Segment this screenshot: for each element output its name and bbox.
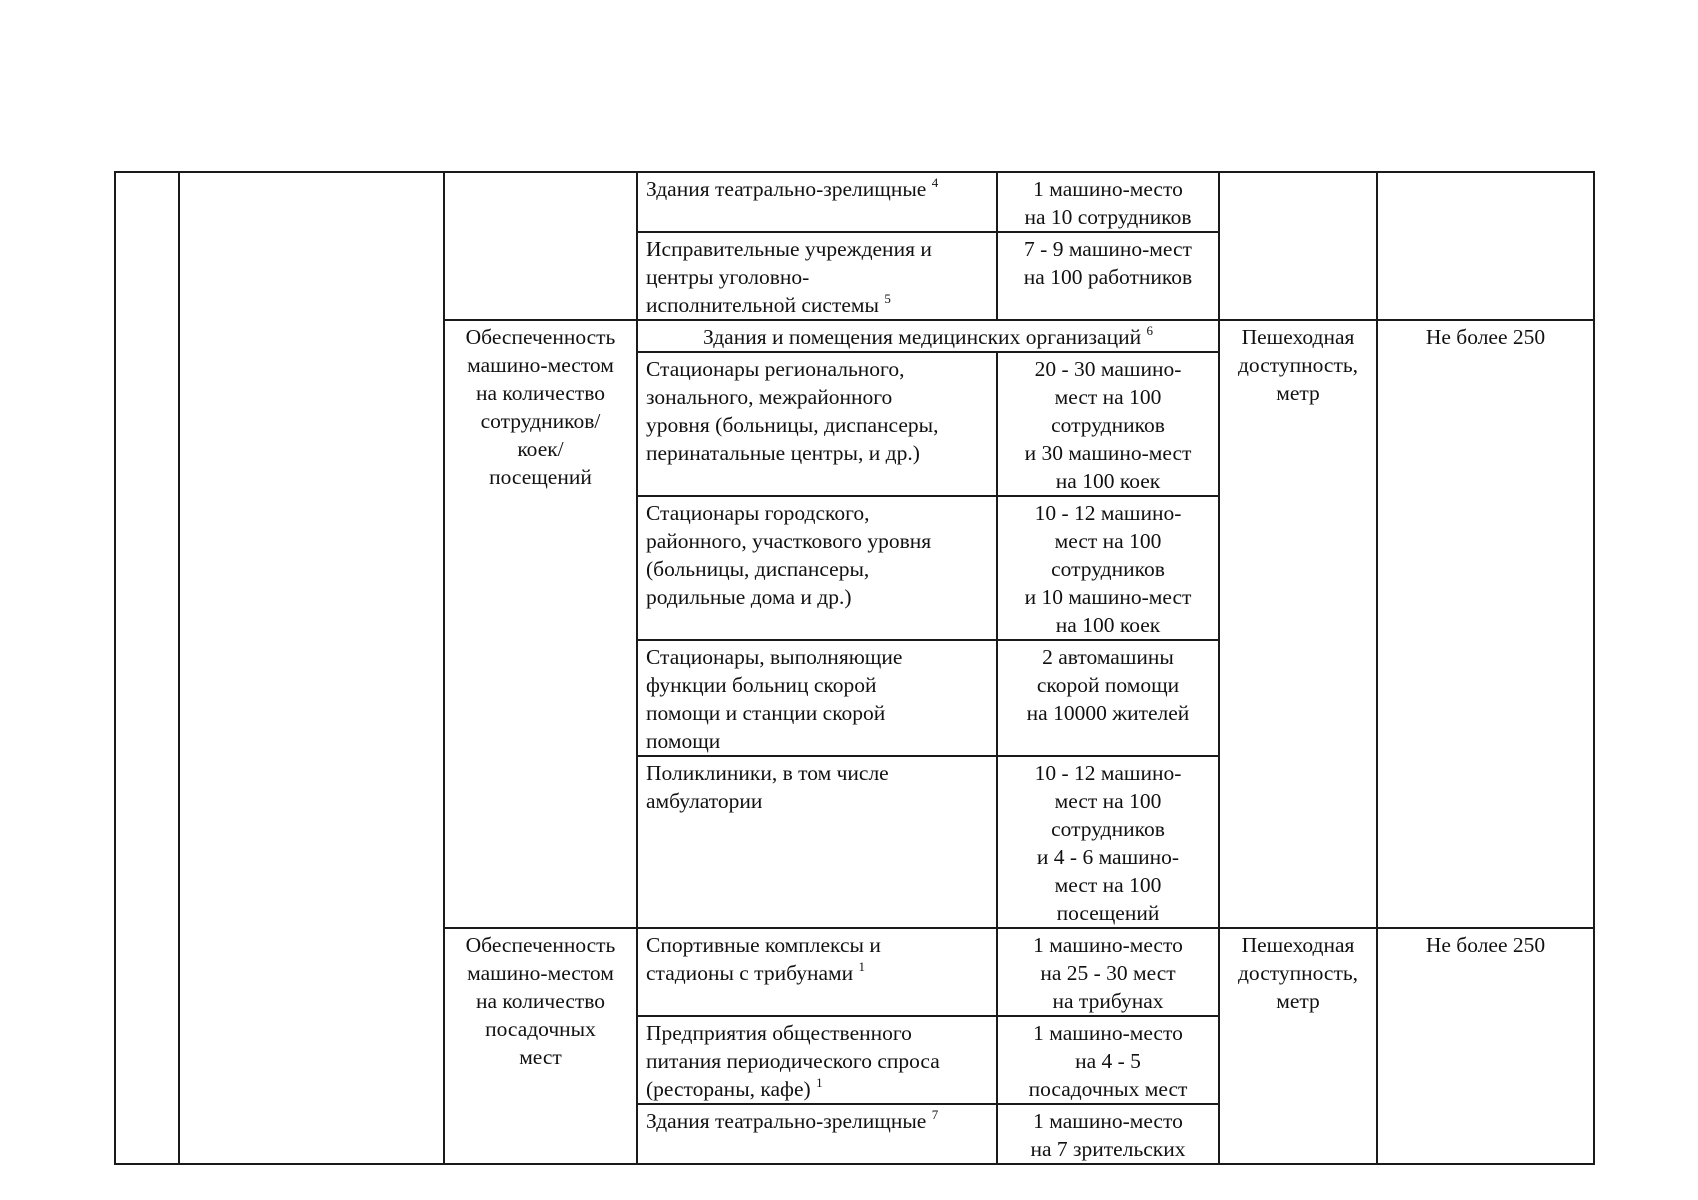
norm-cell: 2 автомашины скорой помощи на 10000 жителей — [997, 640, 1219, 756]
indicator-cell — [444, 172, 637, 320]
table-row — [115, 172, 1594, 232]
indicator-cell: Обеспеченность машино-местом на количество сотрудников/ коек/ посещений — [444, 320, 637, 928]
access-type-cell — [1219, 172, 1377, 320]
number-cell — [115, 172, 179, 1164]
access-type-cell: Пешеходная доступность, метр — [1219, 928, 1377, 1164]
building-type-cell: Стационары городского, районного, участкового уровня (больницы, диспансеры, родильные дома и др.) — [637, 496, 997, 640]
footnote-mark: 7 — [931, 1107, 939, 1122]
norm-cell: 10 - 12 машино- мест на 100 сотрудников и 4 - 6 машино- мест на 100 посещений — [997, 756, 1219, 928]
building-type-cell — [637, 1016, 997, 1104]
norms-table — [114, 171, 1595, 1165]
building-type-cell: Стационары, выполняющие функции больниц скорой помощи и станции скорой помощи — [637, 640, 997, 756]
footnote-mark: 1 — [816, 1075, 823, 1090]
building-type-cell — [637, 232, 997, 320]
access-value-cell — [1377, 172, 1594, 320]
building-type-cell — [637, 172, 997, 232]
building-type-cell — [637, 928, 997, 1016]
building-type-text: Спортивные комплексы и стадионы с трибунами — [646, 933, 881, 985]
norm-cell: 20 - 30 машино- мест на 100 сотрудников и 30 машино-мест на 100 коек — [997, 352, 1219, 496]
building-type-text: Здания театрально-зрелищные — [646, 1109, 932, 1133]
norm-cell: 10 - 12 машино- мест на 100 сотрудников и 10 машино-мест на 100 коек — [997, 496, 1219, 640]
footnote-mark: 1 — [858, 959, 866, 974]
norm-cell: 1 машино-место на 10 сотрудников — [997, 172, 1219, 232]
footnote-mark: 4 — [931, 175, 939, 190]
building-type-cell — [637, 1104, 997, 1164]
footnote-mark: 5 — [884, 291, 891, 306]
indicator-cell: Обеспеченность машино-местом на количество посадочных мест — [444, 928, 637, 1164]
norm-cell: 1 машино-место на 7 зрительских — [997, 1104, 1219, 1164]
building-type-cell: Поликлиники, в том числе амбулатории — [637, 756, 997, 928]
norm-cell: 1 машино-место на 25 - 30 мест на трибунах — [997, 928, 1219, 1016]
norm-cell: 1 машино-место на 4 - 5 посадочных мест — [997, 1016, 1219, 1104]
building-type-cell: Стационары регионального, зонального, межрайонного уровня (больницы, диспансеры, перинатальные центры, и др.) — [637, 352, 997, 496]
section-subheader: Здания и помещения медицинских организаций — [703, 325, 1147, 349]
section-subheader-cell — [637, 320, 1219, 352]
building-type-text: Здания театрально-зрелищные — [646, 177, 932, 201]
norm-cell: 7 - 9 машино-мест на 100 работников — [997, 232, 1219, 320]
object-name-cell — [179, 172, 444, 1164]
access-type-cell: Пешеходная доступность, метр — [1219, 320, 1377, 928]
building-type-text: Предприятия общественного питания периодического спроса (рестораны, кафе) — [646, 1021, 940, 1101]
building-type-text: Исправительные учреждения и центры уголовно- исполнительной системы — [646, 237, 932, 317]
access-value-cell: Не более 250 — [1377, 928, 1594, 1164]
access-value-cell: Не более 250 — [1377, 320, 1594, 928]
footnote-mark: 6 — [1146, 323, 1153, 338]
